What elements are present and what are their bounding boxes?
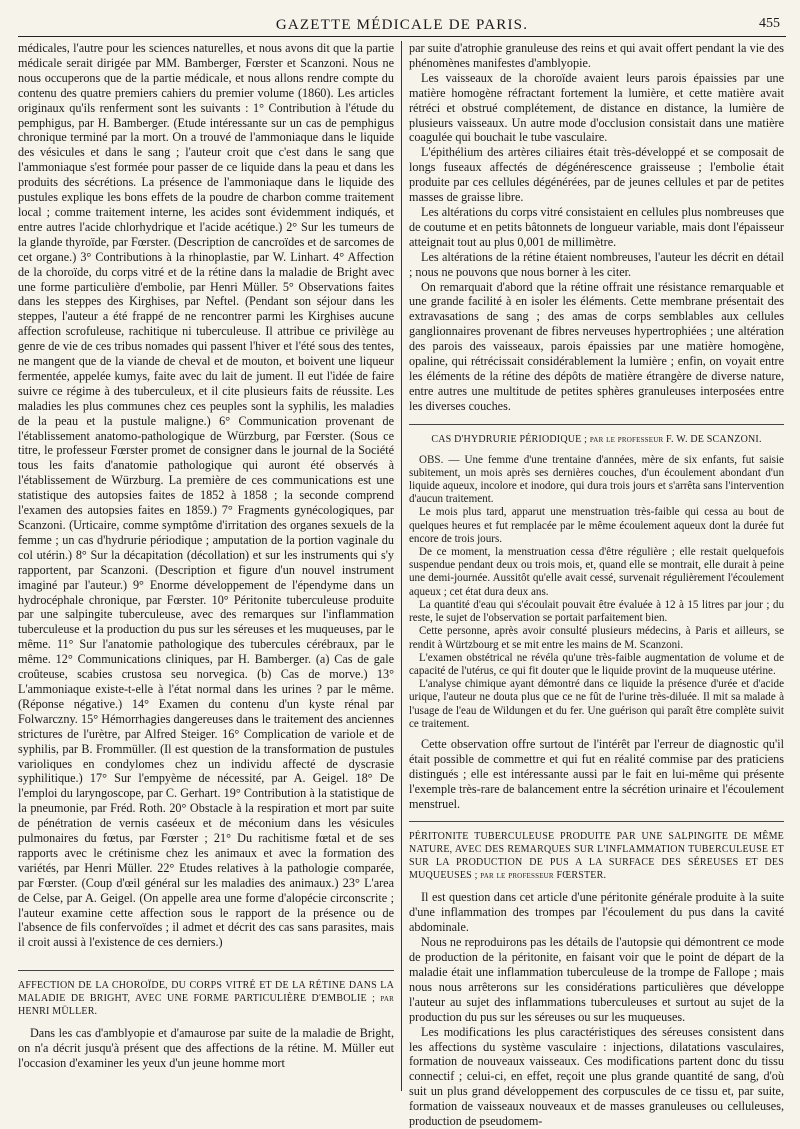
body-paragraph: par suite d'atrophie granuleuse des reins et qui avait offert pendant la vie des phénomènes manifestes d'amblyopie.: [409, 41, 784, 70]
running-head: [18, 14, 786, 37]
two-column-body: [18, 41, 786, 1129]
observation-paragraph: Cette personne, après avoir consulté plusieurs médecins, à Paris et ailleurs, se rendit à Würtzbourg et se mit entre les mains de M. Scanzoni.: [409, 625, 784, 651]
body-paragraph: L'épithélium des artères ciliaires était très-développé et se composait de longs fuseaux affectés de dégénérescence graisseuse ; l'embolie était produite par ces cellules dégénérées, par de jeunes cellules et par de petites masses de graisse libre.: [409, 145, 784, 205]
observation-paragraph: La quantité d'eau qui s'écoulait pouvait être évaluée à 12 à 15 litres par jour ; du reste, le sujet de l'observation se portait parfaitement bien.: [409, 598, 784, 625]
body-paragraph: Nous ne reproduirons pas les détails de l'autopsie qui démontrent ce mode de production de la péritonite, en faisant voir que le point de départ de la maladie était une inflammation tuberculeuse de la trompe de Fallope ; mais nous nous arrêterons sur les considérations particulières que développe l'auteur au sujet des inflammations tuberculeuses et surtout au sujet de la production du pus sur les séreuses ou sur les muqueuses.: [409, 935, 784, 1024]
body-paragraph: Les vaisseaux de la choroïde avaient leurs parois épaissies par une matière homogène réfractant fortement la lumière, et cette matière avait rétréci et obstrué complétement, de distance en distance, la lumière de plusieurs vaisseaux. Un autre mode d'occlusion consistait dans une matière coagulée qui bouchait le tube vasculaire.: [409, 70, 784, 145]
left-column: [18, 41, 401, 1091]
body-paragraph: Les altérations de la rétine étaient nombreuses, l'auteur les décrit en détail ; nous ne pouvons que nous borner à les citer.: [409, 249, 784, 279]
body-paragraph: Dans les cas d'amblyopie et d'amaurose par suite de la maladie de Bright, on n'a décrit jusqu'à présent que des affections de la rétine. M. Müller eut l'occasion d'examiner les yeux d'un jeune homme mort: [18, 1026, 394, 1071]
observation-paragraph: De ce moment, la menstruation cessa d'être régulière ; elle restait quelquefois suspendue pendant deux ou trois mois, et, quand elle se montrait, elle durait à peine une demi-journée. Aussitôt qu'elle avait cessé, survenait régulièrement l'écoulement aqueux ; cet état dura deux ans.: [409, 546, 784, 598]
observation-paragraph: L'analyse chimique ayant démontré dans ce liquide la présence d'urée et d'acide urique, l'auteur ne douta plus que ce ne fût de l'urine très-diluée. Il mit sa malade à l'usage de l'eau de Wildungen et du fer. Une guérison qui paraît être complète suivit ce traitement.: [409, 678, 784, 730]
right-column: [401, 41, 784, 1129]
section-heading-peritonite: PÉRITONITE TUBERCULEUSE PRODUITE PAR UNE SALPINGITE DE MÊME NATURE, AVEC DES REMARQUES SUR L'INFLAMMATION TUBERCULEUSE ET SUR LA PRODUCTION DE PUS A LA SURFACE DES SÉREUSES ET DES MUQUEUSES ; par le professeur FŒRSTER.: [409, 821, 784, 882]
page-number: 455: [759, 16, 780, 31]
body-paragraph: Les altérations du corps vitré consistaient en cellules plus nombreuses que de coutume et en petits bâtonnets de longueur variable, mais dont l'épaisseur atteignait tout au plus 0,001 de millimètre.: [409, 204, 784, 249]
section-heading-hydrurie: CAS D'HYDRURIE PÉRIODIQUE ; par le professeur F. W. DE SCANZONI.: [409, 424, 784, 446]
section-heading-choroid: AFFECTION DE LA CHOROÏDE, DU CORPS VITRÉ ET DE LA RÉTINE DANS LA MALADIE DE BRIGHT, AVEC UNE FORME PARTICULIÈRE D'EMBOLIE ; par HENRI MÜLLER.: [18, 970, 394, 1018]
observation-paragraph: Le mois plus tard, apparut une menstruation très-faible qui cessa au bout de quelques heures et fut remplacée par le même écoulement aqueux dont la durée fut encore de trois jours.: [409, 506, 784, 545]
body-paragraph: On remarquait d'abord que la rétine offrait une résistance remarquable et une grande facilité à en isoler les éléments. Cette membrane présentait des extravasations de sang ; des amas de corps semblables aux cellules ganglionnaires provenant de fibres nerveuses hypertrophiées ; une altération des parois des vaisseaux, parois épaissies par une matière homogène, opaline, qui rétrécissait considérablement la lumière ; enfin, on voyait entre les éléments de la rétine des dépôts de matière étrangère de diverse nature, entre autres une multitude de petites sphères granuleuses interposées entre les diverses couches.: [409, 279, 784, 413]
body-paragraph: médicales, l'autre pour les sciences naturelles, et nous avons dit que la partie médicale serait dirigée par MM. Bamberger, Fœrster et Scanzoni. Nous ne nous occuperons que de la partie médicale, et nous allons rendre compte du contenu des quatre premiers cahiers du premier volume (1860). Les articles originaux qu'ils renferment sont les suivants : 1° Contribution à l'étude du pemphigus, par H. Bamberger. (Etude intéressante sur un cas de pemphigus chronique terminé par la mort. On a trouvé de l'ammoniaque dans le liquide des vésicules et dans le sang ; l'auteur croit que c'est dans le sang que l'ammoniaque s'est formée pour passer de ce liquide dans la peau et dans les produits des sécrétions. La présence de l'ammoniaque dans le liquide des pustules explique les bons effets de la poudre de charbon comme traitement local ; comme traitement interne, les acides sont évidemment indiqués, et entre autres l'acide chlorhydrique et l'acide acétique.) 2° Sur les tumeurs de la glande thyroïde, par Fœrster. (Description de cancroïdes et de sarcomes de cet organe.) 3° Contributions à la rhinoplastie, par W. Linhart. 4° Affection de la choroïde, du corps vitré et de la rétine dans la maladie de Bright avec une forme particulière d'embolie, par Henri Müller. 5° Observations faites dans les steppes des Kirghises, par Neftel. (Pendant son séjour dans les steppes, l'auteur a été frappé de ne rencontrer parmi les Kirghises aucune affection scrofuleuse, rachitique ni tuberculeuse. Il attribue ce privilège au genre de vie de ces tribus nomades qui passent l'hiver et l'été sous des tentes, ne mangent que de la viande de cheval et de mouton, et boivent une liqueur fermentée, appelée kumys, faite avec du lait de jument. Il eut l'idée de faire suivre ce régime à des tuberculeux, et il cite plusieurs faits de réussite. Les maladies les plus communes chez ces peuples sont la syphilis, les maladies de la peau et la pustule maligne.) 6° Communication provenant de l'établissement anatomo-pathologique de Würzburg, par Fœrster. (Sous ce titre, le professeur Fœrster promet de consigner dans le journal de la Société tous les faits d'anatomie pathologique qui auront été observés à l'établissement de Würzburg. La première de ces communications est une statistique des autopsies faites de 1852 à 1858 ; la seconde comprend l'examen des autopsies faites en 1859.) 7° Fragments gynécologiques, par Scanzoni. (Urticaire, comme symptôme d'irritation des organes sexuels de la femme ; un cas d'hydrurie périodique ; amputation de la portion vaginale du col utérin.) 8° Sur la décapitation (décollation) et sur les instruments qui s'y rapportent, par Scanzoni. (Description et figure d'un nouvel instrument imaginé par l'auteur.) 9° Enorme développement de l'épendyme dans un hydrocéphale chronique, par Fœrster. 10° Péritonite tuberculeuse produite par une salpingite tuberculeuse, avec des remarques sur l'inflammation tuberculeuse et la production du pus sur les séreuses et les muqueuses, par le même. 11° Sur l'anatomie pathologique des tubercules cérébraux, par le même. 12° Communications cliniques, par H. Bamberger. (a) Cas de gale croûteuse, scabies crustosa seu norvegica. (b) Cas de morve.) 13° L'ammoniaque existe-t-elle à l'état normal dans les urines ? par le même. (Réponse négative.) 14° Examen du contenu d'un kyste rénal par Folwarczny. 15° Hémorrhagies dangereuses dans le traitement des anciennes strictures de l'urètre, par Alfred Steiger. 16° Complication de variole et de syphilis, par B. Frommüller. (Il est question de la transformation de pustules varioliques en condylomes chez un individu affecté de dyscrasie syphilitique.) 17° Sur l'empyème de nécessité, par A. Geigel. 18° De l'emploi du laryngoscope, par C. Gerhart. 19° Contribution à la statistique de la pneumonie, par Fréd. Roth. 20° Obstacle à la respiration et mort par suite de pénétration de vernis caséeux et de méconium dans les vésicules pulmonaires du fœtus, par Fœrster ; 21° Du rachitisme fœtal et de ses rapports avec le crétinisme chez les animaux et avec la formation des variétés, par Henri Müller. 22° Etudes relatives à la pathologie comparée, par Fœrster. (Coup d'œil général sur les maladies des animaux.) 23° L'area de Celse, par A. Geigel. (On appelle area une forme d'alopécie circonscrite ; l'auteur examine cette affection sous le rapport de la présence ou de l'absence de fils confervoïdes ; il admet et décrit des cas sans parasites, mais il croit aussi à l'existence de ces derniers.): [18, 41, 394, 950]
body-paragraph: Les modifications les plus caractéristiques des séreuses consistent dans les affections du système vasculaire : injections, dilatations vasculaires, formation de nouveaux vaisseaux. Ces modifications partent donc du tissu connectif ; celui-ci, en effet, reçoit une plus grande quantité de sang, d'où suit un plus grand développement des corpuscules de ce tissu et, par suite, formation de vaisseaux nouveaux et de masses granuleuses ou celluleuses, production de pseudomem-: [409, 1024, 784, 1129]
observation-block: [409, 454, 784, 731]
column-spacer: [18, 950, 394, 960]
observation-paragraph: L'examen obstétrical ne révéla qu'une très-faible augmentation de volume et de capacité de l'utérus, ce qui fit douter que le liquide provint de la muqueuse utérine.: [409, 651, 784, 677]
body-paragraph: Cette observation offre surtout de l'intérêt par l'erreur de diagnostic qu'il était possible de commettre et qui fut en réalité commise par des praticiens distingués ; elle est intéressante aussi par le fait en lui-même qui présente l'exemple très-rare de balancement entre la sécrétion urinaire et l'écoulement menstruel.: [409, 736, 784, 811]
observation-paragraph: OBS. — Une femme d'une trentaine d'années, mère de six enfants, fut saisie subitement, un mois après ses dernières couches, d'un écoulement abondant d'un liquide aqueux, incolore et inodore, qui dura trois jours et s'arrêta sans l'intervention d'aucun traitement.: [409, 453, 784, 506]
publication-title: GAZETTE MÉDICALE DE PARIS.: [275, 16, 529, 33]
body-paragraph: Il est question dans cet article d'une péritonite générale produite à la suite d'une inflammation des trompes par l'écoulement du pus dans la cavité abdominale.: [409, 890, 784, 935]
